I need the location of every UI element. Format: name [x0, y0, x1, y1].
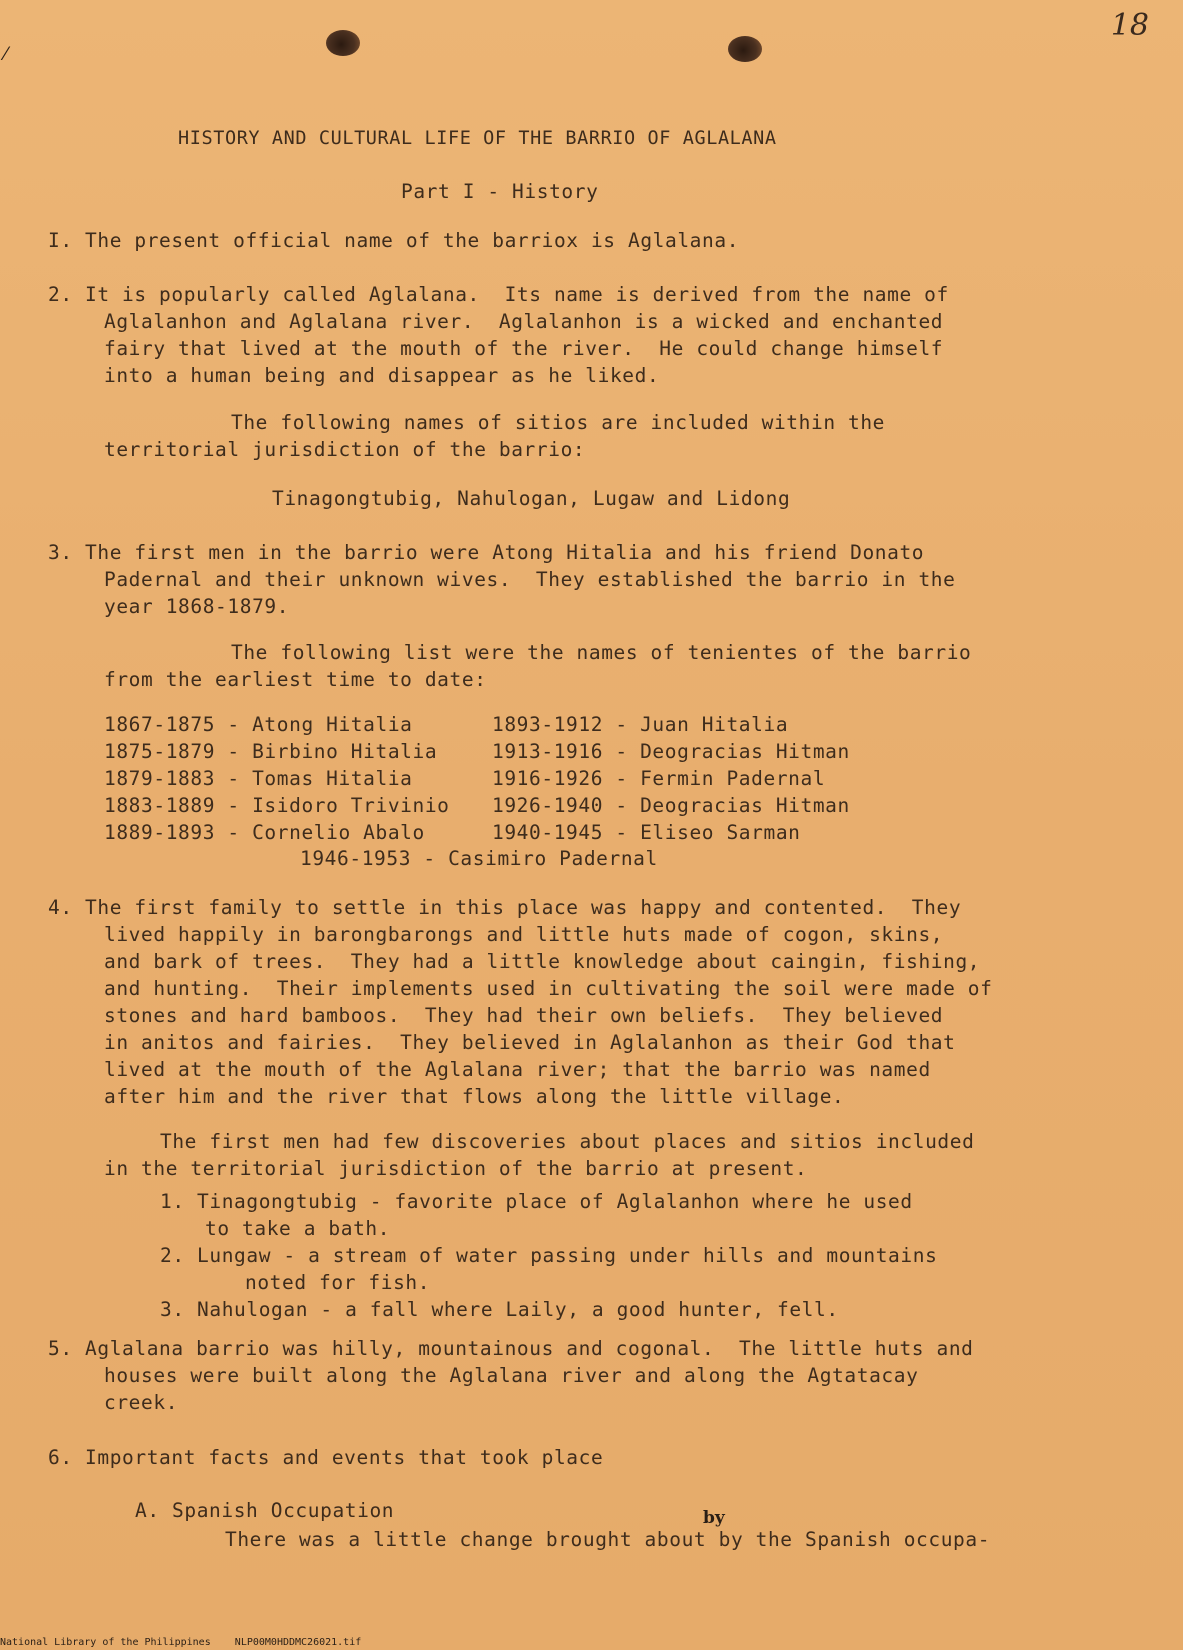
tenientes-intro-line-2: from the earliest time to date: [104, 668, 487, 691]
item-4-line-2: lived happily in barongbarongs and little huts made of cogon, skins, [104, 923, 944, 946]
document-subtitle: Part I - History [401, 180, 599, 203]
item-2-line-3: fairy that lived at the mouth of the river. He could change himself [104, 337, 944, 360]
item-3-line-1: 3. The first men in the barrio were Atong Hitalia and his friend Donato [48, 541, 925, 564]
punch-hole-left [326, 30, 360, 56]
discoveries-intro-line-1: The first men had few discoveries about places and sitios included [160, 1130, 975, 1153]
tenientes-intro-line-1: The following list were the names of tenientes of the barrio [231, 641, 972, 664]
teniente-right-1: 1893-1912 - Juan Hitalia [492, 713, 789, 736]
item-4-line-7: lived at the mouth of the Aglalana river; that the barrio was named [104, 1058, 931, 1081]
discovery-2: 2. Lungaw - a stream of water passing under hills and mountains [160, 1244, 938, 1267]
footer-credit: National Library of the Philippines NLP00M0HDDMC26021.tif [0, 1637, 362, 1648]
item-4-line-5: stones and hard bamboos. They had their own beliefs. They believed [104, 1004, 944, 1027]
item-3-line-3: year 1868-1879. [104, 595, 290, 618]
discoveries-intro-line-2: in the territorial jurisdiction of the barrio at present. [104, 1157, 808, 1180]
document-title: HISTORY AND CULTURAL LIFE OF THE BARRIO OF AGLALANA [178, 128, 777, 149]
discovery-1: 1. Tinagongtubig - favorite place of Aglalanhon where he used [160, 1190, 913, 1213]
teniente-right-5: 1940-1945 - Eliseo Sarman [492, 821, 801, 844]
teniente-left-2: 1875-1879 - Birbino Hitalia [104, 740, 438, 763]
discovery-2-cont: noted for fish. [245, 1271, 431, 1294]
teniente-left-1: 1867-1875 - Atong Hitalia [104, 713, 413, 736]
item-4-line-8: after him and the river that flows along the little village. [104, 1085, 845, 1108]
item-2-line-4: into a human being and disappear as he liked. [104, 364, 660, 387]
teniente-last: 1946-1953 - Casimiro Padernal [300, 847, 658, 870]
item-6a-heading: A. Spanish Occupation [135, 1499, 395, 1522]
item-4-line-6: in anitos and fairies. They believed in Aglalanhon as their God that [104, 1031, 956, 1054]
sitios-list: Tinagongtubig, Nahulogan, Lugaw and Lidong [272, 487, 791, 510]
teniente-left-5: 1889-1893 - Cornelio Abalo [104, 821, 425, 844]
teniente-left-4: 1883-1889 - Isidoro Trivinio [104, 794, 450, 817]
teniente-left-3: 1879-1883 - Tomas Hitalia [104, 767, 413, 790]
discovery-1-cont: to take a bath. [205, 1217, 391, 1240]
item-6a-text: There was a little change brought about by the Spanish occupa- [225, 1528, 991, 1551]
item-2-line-1: 2. It is popularly called Aglalana. Its name is derived from the name of [48, 283, 949, 306]
item-3-line-2: Padernal and their unknown wives. They established the barrio in the [104, 568, 956, 591]
item-1: I. The present official name of the barriox is Aglalana. [48, 229, 740, 252]
item-5-line-2: houses were built along the Aglalana river and along the Agtatacay [104, 1364, 919, 1387]
item-5-line-3: creek. [104, 1391, 179, 1414]
sitios-intro-line-2: territorial jurisdiction of the barrio: [104, 438, 586, 461]
item-4-line-4: and hunting. Their implements used in cultivating the soil were made of [104, 977, 993, 1000]
sitios-intro-line-1: The following names of sitios are included within the [231, 411, 886, 434]
page-number: 18 [1110, 8, 1149, 43]
teniente-right-2: 1913-1916 - Deogracias Hitman [492, 740, 850, 763]
punch-hole-right [728, 36, 762, 62]
discovery-3: 3. Nahulogan - a fall where Laily, a good hunter, fell. [160, 1298, 839, 1321]
item-5-line-1: 5. Aglalana barrio was hilly, mountainous and cogonal. The little huts and [48, 1337, 974, 1360]
teniente-right-3: 1916-1926 - Fermin Padernal [492, 767, 826, 790]
item-4-line-3: and bark of trees. They had a little knowledge about caingin, fishing, [104, 950, 981, 973]
item-2-line-2: Aglalanhon and Aglalana river. Aglalanhon is a wicked and enchanted [104, 310, 944, 333]
handwritten-insert: by [703, 1508, 725, 1528]
item-6: 6. Important facts and events that took place [48, 1446, 604, 1469]
teniente-right-4: 1926-1940 - Deogracias Hitman [492, 794, 850, 817]
pen-mark: ⁄ [4, 44, 8, 65]
item-4-line-1: 4. The first family to settle in this place was happy and contented. They [48, 896, 962, 919]
